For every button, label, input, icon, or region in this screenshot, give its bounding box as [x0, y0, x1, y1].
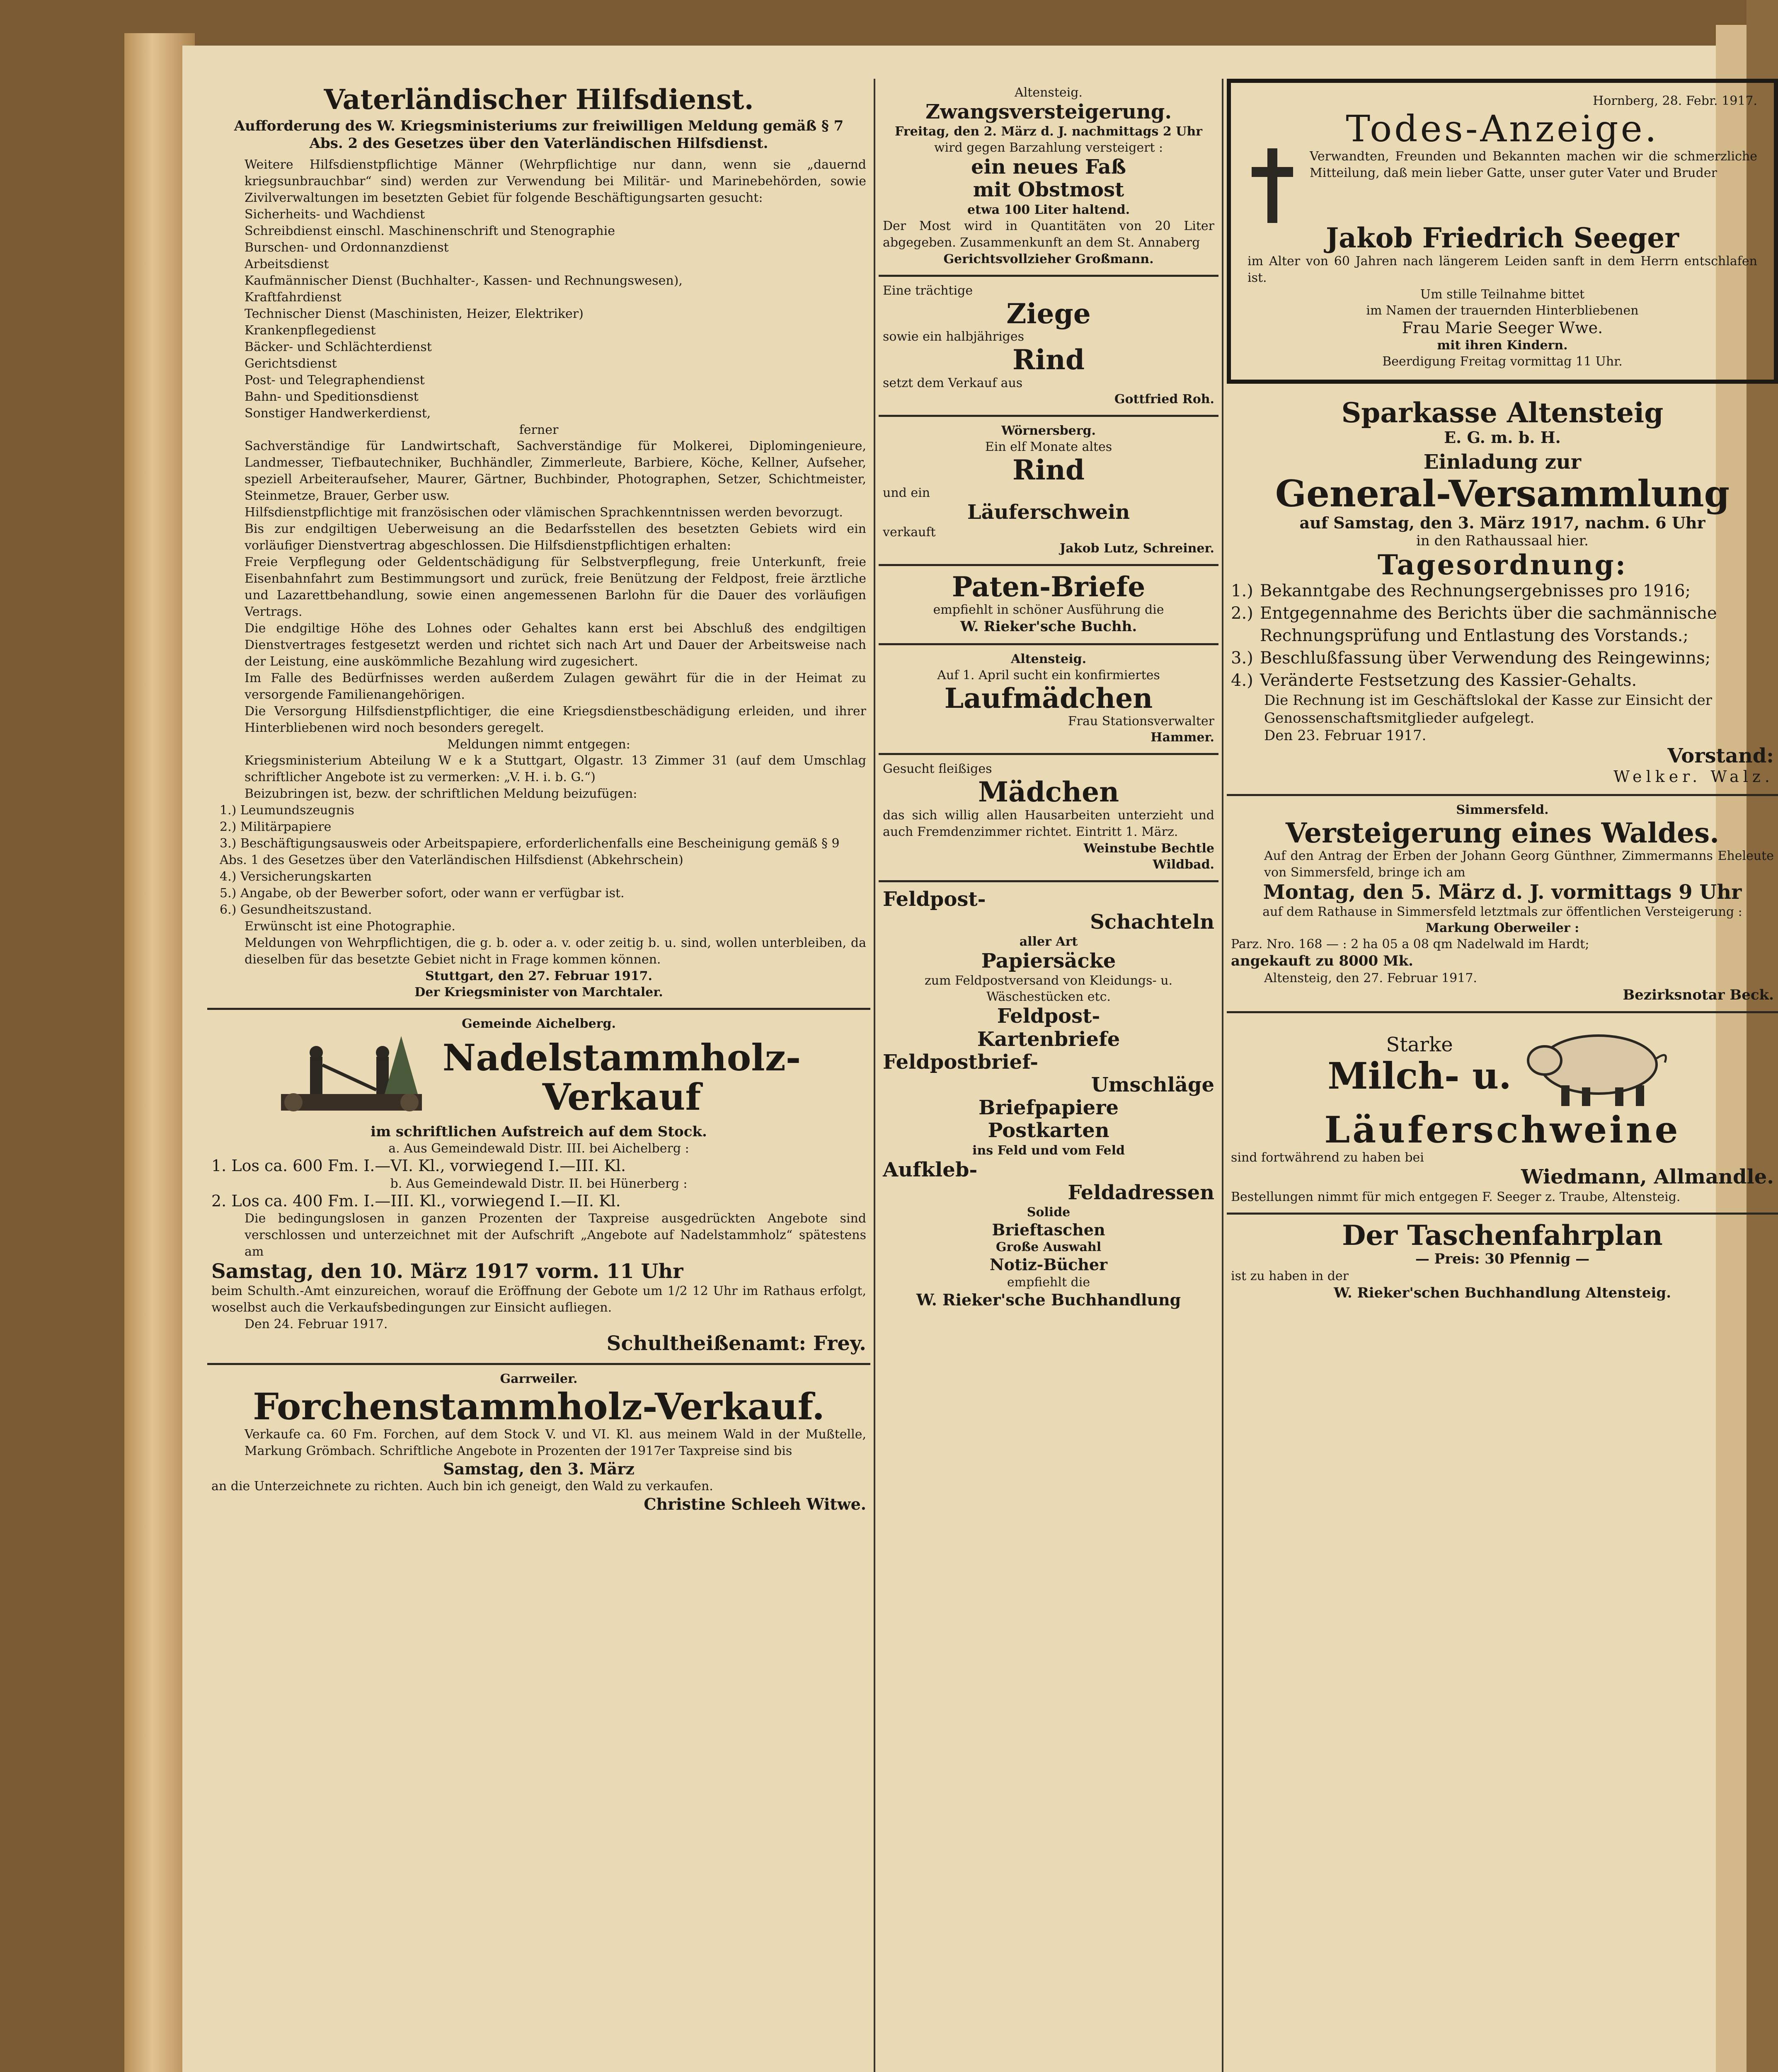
ad-title: Milch- u. [1327, 1054, 1512, 1098]
ad-item: Ziege [1006, 297, 1091, 330]
ad-date: Freitag, den 2. März d. J. nachmittags 2 Uhr [895, 124, 1202, 139]
lot-2: 2. Los ca. 400 Fm. I.—III. Kl., vorwiegend I.—II. Kl. [211, 1191, 621, 1210]
ad-text: Beerdigung Freitag vormittag 11 Uhr. [1382, 354, 1623, 369]
ad-item: Papiersäcke [981, 949, 1116, 973]
ad-text: sind fortwährend zu haben bei [1231, 1150, 1424, 1165]
ad-signature: W. Rieker'schen Buchhandlung Altensteig. [1333, 1284, 1671, 1301]
ad-item: Läuferschwein [967, 501, 1130, 524]
ad-text: Der Most wird in Quantitäten von 20 Liter abgegeben. Zusammenkunft an dem St. Annaberg [883, 218, 1214, 250]
ad-item: Feldpostbrief- [883, 1050, 1039, 1074]
ad-header [211, 1032, 866, 1123]
ad-text: Um stille Teilnahme bittet [1420, 287, 1585, 302]
list-item: 5.) Angabe, ob der Bewerber sofort, oder wann er verfügbar ist. [220, 886, 625, 900]
table-row [1231, 669, 1774, 692]
ad-waldversteigerung [1227, 796, 1778, 1014]
ad-signature: Schultheißenamt: Frey. [606, 1332, 866, 1356]
newspaper-page [182, 46, 1774, 2072]
ad-title: Laufmädchen [944, 682, 1153, 714]
ad-text: ferner [519, 422, 559, 437]
ad-item: ein neues Faß [971, 155, 1126, 179]
ad-text: Kriegsministerium Abteilung W e k a Stuttgart, Olgastr. 13 Zimmer 31 (auf dem Umschlag schriftlicher Angebote ist zu vermerken: „V. H. i. b. G.“) [245, 753, 866, 784]
column-left [207, 79, 870, 1521]
list-item: 2.) Militärpapiere [220, 819, 332, 834]
ad-item: Rind [1012, 344, 1085, 376]
ad-maedchen [879, 755, 1218, 882]
ad-text: Große Auswahl [996, 1240, 1102, 1255]
ad-item: Postkarten [988, 1119, 1109, 1143]
document-list [211, 802, 866, 918]
ad-subtitle: E. G. m. b. H. [1444, 428, 1561, 447]
ad-text: a. Aus Gemeindewald Distr. III. bei Aichelberg : [388, 1141, 689, 1156]
ad-signature: Frau Marie Seeger Wwe. [1402, 318, 1603, 337]
agenda-item: Entgegennahme des Berichts über die sachmännische Rechnungsprüfung und Entlastung des Vorstands.; [1260, 604, 1717, 646]
ad-signature: Frau Stationsverwalter [1068, 714, 1214, 729]
ad-item: Notiz-Bücher [989, 1255, 1108, 1274]
list-item: Krankenpflegedienst [245, 323, 376, 338]
ad-text: ins Feld und vom Feld [972, 1143, 1125, 1158]
ad-schweine [1227, 1013, 1778, 1214]
ad-date: auf Samstag, den 3. März 1917, nachm. 6 Uhr [1299, 513, 1705, 532]
ad-text: Weitere Hilfsdienstpflichtige Männer (Wehrpflichtige nur dann, wenn sie „dauernd kriegsunbrauchbar“ sind) werden zur Verwendung bei Militär- und Marinebehörden, sowie Zivilverwaltungen im besetzten Gebiet für folgende Beschäftigungsarten gesucht: [245, 157, 866, 205]
ad-text: beim Schulth.-Amt einzureichen, worauf die Eröffnung der Gebote um 1/2 12 Uhr im Rathaus erfolgt, woselbst auch die Verkaufsbedingungen zur Einsicht aufliegen. [211, 1284, 866, 1315]
list-item: Gerichtsdienst [245, 356, 337, 371]
table-row [1231, 580, 1774, 602]
ad-item: Umschläge [1091, 1073, 1214, 1097]
ad-item: Brieftaschen [992, 1220, 1105, 1239]
ad-text: empfiehlt in schöner Ausführung die [933, 603, 1164, 617]
ad-text: Bis zur endgiltigen Ueberweisung an die Bedarfsstellen des besetzten Gebiets wird ein vorläufiger Dienstvertrag abgeschlossen. Die Hilfsdienstpflichtigen erhalten: [245, 521, 866, 553]
ad-text: und ein [883, 486, 930, 501]
ad-text: Meldungen nimmt entgegen: [447, 737, 630, 752]
ad-date: Altensteig, den 27. Februar 1917. [1264, 971, 1477, 985]
ad-text: Verwandten, Freunden und Bekannten machen wir die schmerzliche Mitteilung, daß mein lieber Gatte, unser guter Vater und Bruder [1310, 149, 1757, 181]
ad-signature: Gerichtsvollzieher Großmann. [943, 252, 1154, 266]
ad-title: Versteigerung eines Waldes. [1285, 816, 1720, 849]
ad-todesanzeige [1227, 79, 1778, 384]
list-item: Technischer Dienst (Maschinisten, Heizer, Elektriker) [245, 306, 584, 321]
board-names: Welker. Walz. [1613, 767, 1774, 786]
ad-text: Solide [1027, 1205, 1071, 1220]
ad-text: Die endgiltige Höhe des Lohnes oder Gehaltes kann erst bei Abschluß des endgiltigen Dienstvertrages festgesetzt werden und richtet sich nach Art und Dauer der Arbeitsweise nach der Leistung, eine auskömmliche Bezahlung wird zugesichert. [245, 621, 866, 669]
ad-text: Die Versorgung Hilfsdienstpflichtiger, die eine Kriegsdienstbeschädigung erleiden, und ihrer Hinterbliebenen wird noch besonders geregelt. [245, 704, 866, 735]
list-item: Kaufmännischer Dienst (Buchhalter-, Kassen- und Rechnungswesen), [245, 273, 683, 288]
ad-price: — Preis: 30 Pfennig — [1415, 1251, 1590, 1268]
ad-item: Feldpost- [997, 1005, 1100, 1028]
ad-signature: Der Kriegsminister von Marchtaler. [414, 985, 663, 1000]
ad-signature: Gottfried Roh. [1114, 392, 1214, 407]
ad-text: Auf den Antrag der Erben der Johann Georg Günthner, Zimmermanns Eheleute von Simmersfeld, bringe ich am [1264, 849, 1774, 880]
ad-text: Markung Oberweiler : [1425, 921, 1579, 936]
ad-signature: Wildbad. [1153, 857, 1214, 872]
list-item: Post- und Telegraphendienst [245, 373, 425, 387]
column-rule [874, 79, 875, 2072]
ad-signature: Bezirksnotar Beck. [1623, 986, 1774, 1003]
list-item: Arbeitsdienst [245, 257, 329, 271]
ad-title: Todes-Anzeige. [1346, 107, 1659, 150]
list-item: Kraftfahrdienst [245, 290, 342, 305]
ad-text: b. Aus Gemeindewald Distr. II. bei Hünerberg : [390, 1176, 688, 1191]
ad-text: Einladung zur [1423, 450, 1582, 474]
ad-text: in den Rathaussaal hier. [1416, 533, 1589, 549]
agenda-title: Tagesordnung: [1377, 548, 1628, 581]
ad-place: Simmersfeld. [1456, 802, 1549, 817]
ad-text: an die Unterzeichnete zu richten. Auch bin ich geneigt, den Wald zu verkaufen. [211, 1479, 713, 1494]
table-row [1231, 602, 1774, 647]
ad-text: zum Feldpostversand von Kleidungs- u. Wäschestücken etc. [924, 973, 1173, 1005]
list-item: Bäcker- und Schlächterdienst [245, 339, 432, 354]
agenda-number: 3.) [1231, 649, 1253, 668]
ad-header [1231, 1019, 1774, 1110]
ad-text: Die bedingungslosen in ganzen Prozenten der Taxpreise ausgedrückten Angebote sind verschlossen und unterzeichnet mit der Aufschrift „Angebote auf Nadelstammholz“ spätestens am [245, 1211, 866, 1259]
ad-title: Nadelstammholz- [442, 1036, 801, 1079]
ad-signature: Wiedmann, Allmandle. [1521, 1165, 1774, 1189]
list-item: 1.) Leumundszeugnis [220, 803, 354, 818]
ad-text: Eine trächtige [883, 283, 973, 298]
lot-1: 1. Los ca. 600 Fm. I.—VI. Kl., vorwiegend I.—III. Kl. [211, 1157, 626, 1175]
ad-date: Den 23. Februar 1917. [1264, 727, 1427, 744]
ad-signature: W. Rieker'sche Buchhandlung [916, 1290, 1181, 1310]
list-item: Schreibdienst einschl. Maschinenschrift und Stenographie [245, 223, 615, 238]
ad-place: Gemeinde Aichelberg. [462, 1016, 616, 1031]
ad-title-block [443, 1038, 801, 1117]
ad-text: angekauft zu 8000 Mk. [1231, 953, 1413, 970]
ad-subtitle: im schriftlichen Aufstreich auf dem Stock. [371, 1123, 707, 1140]
ad-date-big: Samstag, den 10. März 1917 vorm. 11 Uhr [211, 1260, 683, 1283]
ad-text: setzt dem Verkauf aus [883, 375, 1023, 390]
ad-title: Mädchen [978, 776, 1119, 808]
ad-aichelberg [207, 1010, 870, 1365]
ad-item: Kartenbriefe [977, 1027, 1120, 1051]
ad-title: Vaterländischer Hilfsdienst. [324, 83, 754, 116]
ad-text: sowie ein halbjähriges [883, 329, 1025, 344]
ad-taschenfahrplan [1227, 1215, 1778, 1310]
list-item: Bahn- und Speditionsdienst [245, 389, 419, 404]
ad-text: auf dem Rathause in Simmersfeld letztmals zur öffentlichen Versteigerung : [1262, 905, 1742, 920]
ad-date-big: Samstag, den 3. März [443, 1459, 635, 1478]
ad-ziege [879, 277, 1218, 417]
board-label: Vorstand: [1667, 744, 1774, 767]
ad-sparkasse [1227, 392, 1778, 796]
ad-text: Bestellungen nimmt für mich entgegen F. Seeger z. Traube, Altensteig. [1231, 1189, 1681, 1204]
ad-rind [879, 417, 1218, 566]
lumberjack-illustration [277, 1032, 426, 1123]
ad-title-block [1327, 1034, 1512, 1096]
ad-laufmaedchen [879, 645, 1218, 755]
list-item: 6.) Gesundheitszustand. [220, 902, 372, 917]
agenda-table [1231, 580, 1774, 692]
ad-item: etwa 100 Liter haltend. [967, 202, 1130, 217]
ad-text: Starke [1386, 1033, 1453, 1057]
ad-subtitle: Aufforderung des W. Kriegsministeriums zur freiwilligen Meldung gemäß § 7 Abs. 2 des Gesetzes über den Vaterländischen Hilfsdienst. [234, 117, 844, 152]
ad-item: mit Obstmost [973, 178, 1124, 202]
ad-text: Im Falle des Bedürfnisses werden außerdem Zulagen gewährt für die in der Heimat zu versorgende Familienangehörigen. [245, 670, 866, 702]
ad-title: Zwangsversteigerung. [925, 100, 1172, 123]
list-item: 4.) Versicherungskarten [220, 869, 372, 884]
ad-item: Aufkleb- [883, 1158, 978, 1181]
ad-body [1248, 148, 1757, 223]
ad-signature: Christine Schleeh Witwe. [644, 1495, 866, 1514]
ad-text: verkauft [883, 525, 936, 540]
ad-text: Gesucht fleißiges [883, 762, 992, 777]
ad-signature: W. Rieker'sche Buchh. [960, 618, 1137, 635]
ad-signature: Jakob Lutz, Schreiner. [1060, 541, 1214, 556]
ad-date: Den 24. Februar 1917. [245, 1317, 388, 1332]
ad-item: Rind [1012, 453, 1085, 486]
ad-text: Freie Verpflegung oder Geldentschädigung für Selbstverpflegung, freie Unterkunft, freie Eisenbahnfahrt zum Bestimmungsort und zurück, freie Benützung der Feldpost, freie ärztliche und Lazarettbehandlung, sowie einen angemessenen Barlohn für die Dauer des vorläufigen Vertrags. [245, 554, 866, 619]
ad-text: wird gegen Barzahlung versteigert : [934, 140, 1163, 155]
ad-text: Meldungen von Wehrpflichtigen, die g. b. oder a. v. oder zeitig b. u. sind, wollen unterbleiben, da dieselben für das besetzte Gebiet nicht in Frage kommen können. [245, 935, 866, 967]
ad-title-big: General-Versammlung [1275, 472, 1730, 515]
column-right [1227, 79, 1778, 1309]
ad-text: im Namen der trauernden Hinterbliebenen [1366, 303, 1639, 318]
ad-text: Auf 1. April sucht ein konfirmiertes [937, 668, 1160, 683]
ad-place: Altensteig. [1015, 85, 1083, 100]
ad-patenbriefe [879, 566, 1218, 645]
ad-item: Feldadressen [1068, 1181, 1214, 1204]
ad-title: Der Taschenfahrplan [1342, 1219, 1663, 1251]
ad-feldpost [879, 882, 1218, 1317]
ad-text: Ein elf Monate altes [985, 439, 1112, 454]
ad-signature: Weinstube Bechtle [1083, 841, 1214, 856]
list-item: 3.) Beschäftigungsausweis oder Arbeitspapiere, erforderlichenfalls eine Bescheinigung gemäß § 9 Abs. 1 des Gesetzes über den Vaterländischen Hilfsdienst (Abkehrschein) [220, 836, 840, 867]
table-row [1231, 647, 1774, 669]
ad-item: Feldpost- [883, 887, 986, 911]
ad-text: ist zu haben in der [1231, 1268, 1349, 1283]
ad-title: Verkauf [542, 1075, 701, 1118]
deceased-name: Jakob Friedrich Seeger [1325, 222, 1679, 254]
ad-title: Läuferschweine [1324, 1108, 1681, 1152]
ad-item: Briefpapiere [978, 1096, 1119, 1120]
list-item: Burschen- und Ordonnanzdienst [245, 240, 449, 255]
ad-signature: mit ihren Kindern. [1437, 338, 1568, 353]
ad-place: Hornberg, 28. Febr. 1917. [1593, 94, 1757, 108]
ad-title: Sparkasse Altensteig [1341, 397, 1664, 429]
ad-date: Montag, den 5. März d. J. vormittags 9 Uhr [1263, 881, 1742, 904]
list-item: Sicherheits- und Wachdienst [245, 207, 425, 222]
agenda-item: Veränderte Festsetzung des Kassier-Gehalts. [1260, 671, 1637, 690]
job-list [211, 206, 866, 422]
agenda-item: Beschlußfassung über Verwendung des Reingewinns; [1260, 649, 1711, 668]
ad-text: Hilfsdienstpflichtige mit französischen oder vlämischen Sprachkenntnissen werden bevorzugt. [245, 505, 843, 520]
ad-title: Forchenstammholz-Verkauf. [253, 1385, 825, 1428]
ad-garrweiler [207, 1365, 870, 1521]
ad-signature: Hammer. [1151, 730, 1214, 745]
ad-place: Wörnersberg. [1001, 423, 1096, 438]
ad-text: Beizubringen ist, bezw. der schriftlichen Meldung beizufügen: [245, 786, 637, 801]
ad-date: Stuttgart, den 27. Februar 1917. [425, 968, 652, 983]
ad-text: das sich willig allen Hausarbeiten unterzieht und auch Fremdenzimmer richtet. Eintritt 1. März. [883, 808, 1214, 839]
ad-hilfsdienst [207, 79, 870, 1010]
column-rule [1222, 79, 1223, 2072]
list-item: Sonstiger Handwerkerdienst, [245, 406, 431, 421]
ad-text: aller Art [1019, 934, 1078, 949]
agenda-number: 4.) [1231, 671, 1253, 690]
ad-zwangsversteigerung [879, 79, 1218, 277]
ad-text: Die Rechnung ist im Geschäftslokal der Kasse zur Einsicht der Genossenschaftsmitglieder aufgelegt. [1264, 692, 1713, 726]
ad-text: Parz. Nro. 168 — : 2 ha 05 a 08 qm Nadelwald im Hardt; [1231, 937, 1589, 952]
ad-item: Schachteln [1090, 910, 1214, 934]
cross-icon [1248, 148, 1297, 223]
ad-text: Verkaufe ca. 60 Fm. Forchen, auf dem Stock V. und VI. Kl. aus meinem Wald in der Mußtelle, Markung Grömbach. Schriftliche Angebote in Prozenten der 1917er Taxpreise sind bis [245, 1427, 866, 1458]
column-middle [879, 79, 1218, 1317]
pig-illustration [1520, 1019, 1677, 1110]
agenda-number: 2.) [1231, 604, 1253, 623]
ad-text: empfiehlt die [1007, 1275, 1090, 1290]
ad-text: Sachverständige für Landwirtschaft, Sachverständige für Molkerei, Diplomingenieure, Landmesser, Tiefbautechniker, Buchhändler, Zimmerleute, Barbiere, Köche, Kellner, Aufseher, speziell Arbeiteraufseher, Maurer, Gärtner, Buchbinder, Photographen, Setzer, Schichtmeister, Steinmetze, Brauer, Gerber usw. [245, 438, 866, 503]
agenda-item: Bekanntgabe des Rechnungsergebnisses pro 1916; [1260, 581, 1691, 601]
ad-title: Paten-Briefe [952, 570, 1146, 603]
agenda-number: 1.) [1231, 581, 1253, 601]
ad-text: im Alter von 60 Jahren nach längerem Leiden sanft in dem Herrn entschlafen ist. [1248, 254, 1757, 285]
ad-place: Garrweiler. [500, 1371, 578, 1386]
ad-text: Erwünscht ist eine Photographie. [245, 919, 455, 934]
ad-place: Altensteig. [1010, 651, 1087, 666]
